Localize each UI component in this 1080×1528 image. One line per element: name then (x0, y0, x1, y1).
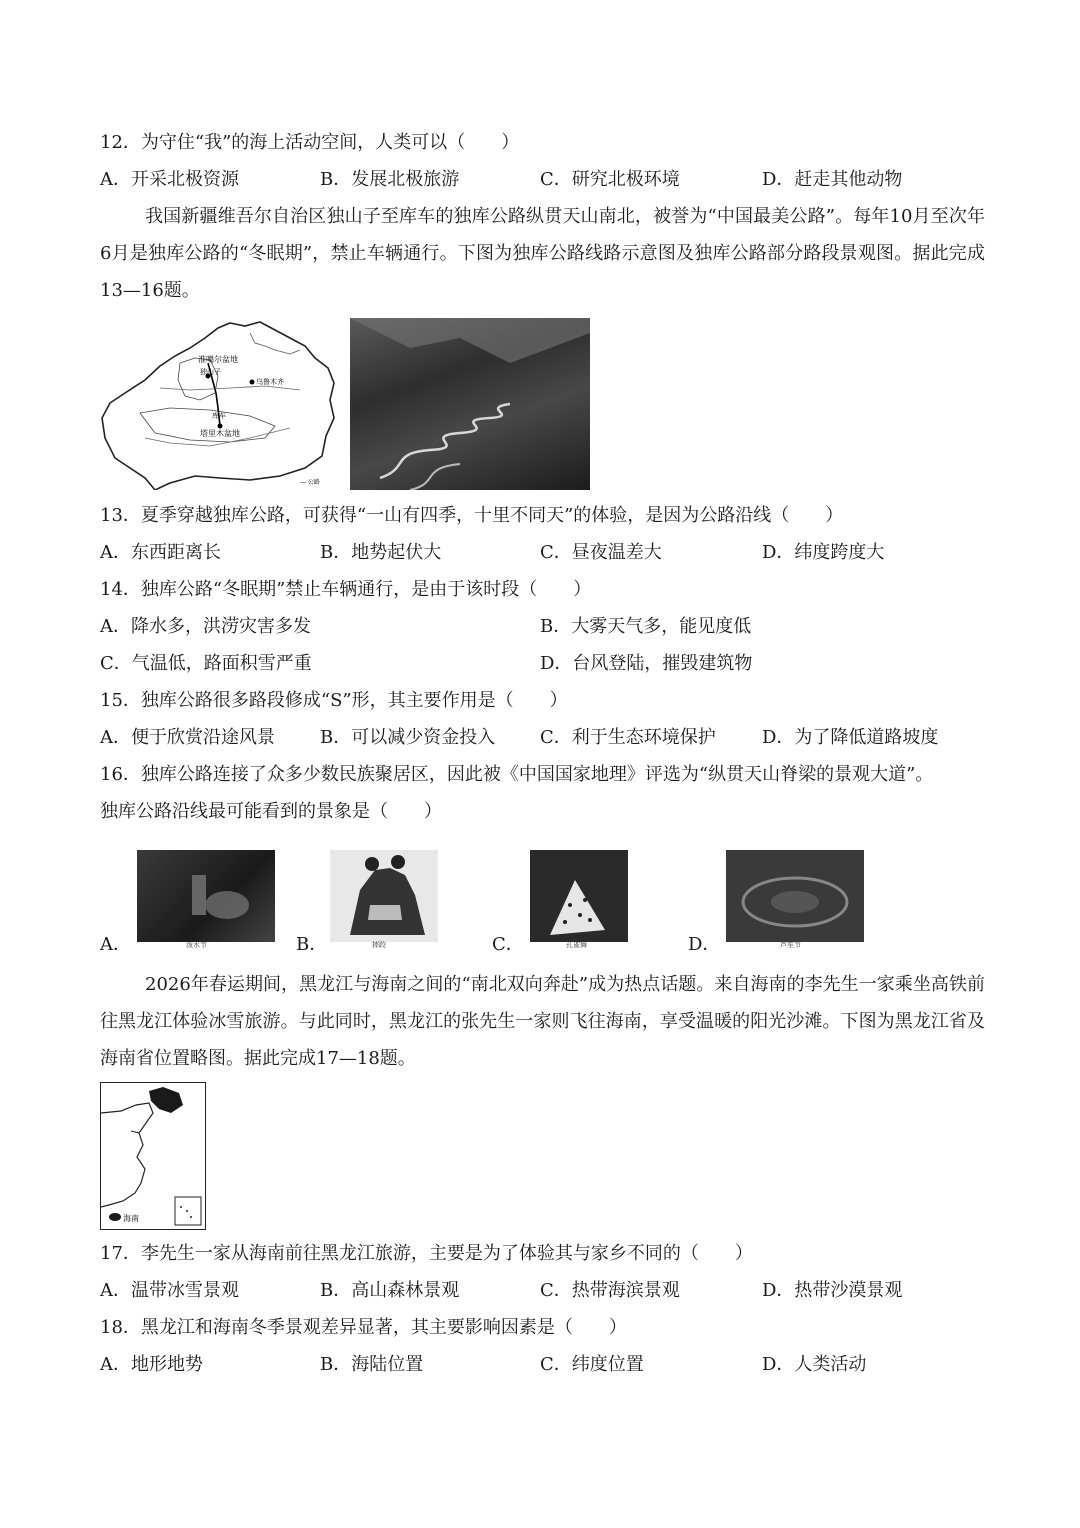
q15-option-a: A．便于欣赏沿途风景 (100, 727, 275, 748)
q13-option-b: B．地势起伏大 (320, 542, 442, 563)
question-14-stem: 14．独库公路“冬眠期”禁止车辆通行，是由于该时段（ ） (100, 579, 592, 600)
xinjiang-route-map (100, 318, 340, 490)
q16-image-c-peacock-dance (530, 850, 628, 942)
q18-option-d: D．人类活动 (762, 1354, 867, 1375)
label-hainan: 海南 (123, 1214, 139, 1223)
question-13-stem: 13．夏季穿越独库公路，可获得“一山有四季，十里不同天”的体验，是因为公路沿线（ ） (100, 505, 844, 526)
question-16-stem-line2: 独库公路沿线最可能看到的景象是（ ） (100, 801, 442, 822)
q16-caption-d: 芦笙节 (780, 941, 801, 949)
q16-option-b: B． (296, 934, 328, 955)
q17-option-a: A．温带冰雪景观 (100, 1280, 239, 1301)
q18-option-b: B．海陆位置 (320, 1354, 424, 1375)
q15-option-c: C．利于生态环境保护 (540, 727, 716, 748)
q16-image-a-water-splashing (137, 850, 275, 942)
label-urumqi: 乌鲁木齐 (256, 378, 284, 386)
legend-road: — 公路 (300, 479, 320, 486)
q14-option-a: A．降水多，洪涝灾害多发 (100, 616, 311, 637)
q12-option-a: A．开采北极资源 (100, 169, 239, 190)
q16-caption-b: 摔跤 (372, 941, 386, 949)
q16-caption-c: 孔雀舞 (566, 941, 587, 949)
label-junggar-basin: 准噶尔盆地 (198, 355, 238, 364)
label-dushanzi: 独山子 (200, 368, 221, 376)
winding-road-photo (350, 318, 590, 490)
question-17-stem: 17．李先生一家从海南前往黑龙江旅游，主要是为了体验其与家乡不同的（ ） (100, 1243, 753, 1264)
q16-image-d-lusheng-festival (726, 850, 864, 942)
q12-option-d: D．赶走其他动物 (762, 169, 903, 190)
q18-option-a: A．地形地势 (100, 1354, 203, 1375)
q13-option-a: A．东西距离长 (100, 542, 221, 563)
q16-image-b-wrestling (330, 850, 438, 942)
question-15-stem: 15．独库公路很多路段修成“S”形，其主要作用是（ ） (100, 690, 568, 711)
q14-option-c: C．气温低，路面积雪严重 (100, 653, 312, 674)
q16-option-d: D． (688, 934, 721, 955)
q16-option-c: C． (492, 934, 524, 955)
material-paragraph-1: 我国新疆维吾尔自治区独山子至库车的独库公路纵贯天山南北，被誉为“中国最美公路”。每年10月至次年6月是独库公路的“冬眠期”，禁止车辆通行。下图为独库公路线路示意图及独库公路部分路段景观图。据此完成13—16题。 (100, 206, 985, 301)
q15-option-b: B．可以减少资金投入 (320, 727, 496, 748)
question-12-stem: 12．为守住“我”的海上活动空间，人类可以（ ） (100, 132, 520, 153)
q14-option-d: D．台风登陆，摧毁建筑物 (540, 653, 753, 674)
q18-option-c: C．纬度位置 (540, 1354, 644, 1375)
q14-option-b: B．大雾天气多，能见度低 (540, 616, 752, 637)
q16-caption-a: 泼水节 (186, 941, 207, 949)
question-16-stem-line1: 16．独库公路连接了众多少数民族聚居区，因此被《中国国家地理》评选为“纵贯天山脊梁的景观大道”。 (100, 764, 934, 785)
q13-option-c: C．昼夜温差大 (540, 542, 662, 563)
label-kuqa: 库车 (212, 412, 226, 420)
question-18-stem: 18．黑龙江和海南冬季景观差异显著，其主要影响因素是（ ） (100, 1317, 627, 1338)
q12-option-c: C．研究北极环境 (540, 169, 680, 190)
material-paragraph-2: 2026年春运期间，黑龙江与海南之间的“南北双向奔赴”成为热点话题。来自海南的李先生一家乘坐高铁前往黑龙江体验冰雪旅游。与此同时，黑龙江的张先生一家则飞往海南，享受温暖的阳光沙滩。下图为黑龙江省及海南省位置略图。据此完成17—18题。 (100, 974, 985, 1069)
q17-option-d: D．热带沙漠景观 (762, 1280, 903, 1301)
q16-option-a: A． (100, 934, 131, 955)
q15-option-d: D．为了降低道路坡度 (762, 727, 939, 748)
q13-option-d: D．纬度跨度大 (762, 542, 885, 563)
q17-option-b: B．高山森林景观 (320, 1280, 460, 1301)
label-tarim-basin: 塔里木盆地 (200, 429, 240, 438)
q17-option-c: C．热带海滨景观 (540, 1280, 680, 1301)
heilongjiang-hainan-map (100, 1082, 206, 1230)
q12-option-b: B．发展北极旅游 (320, 169, 460, 190)
